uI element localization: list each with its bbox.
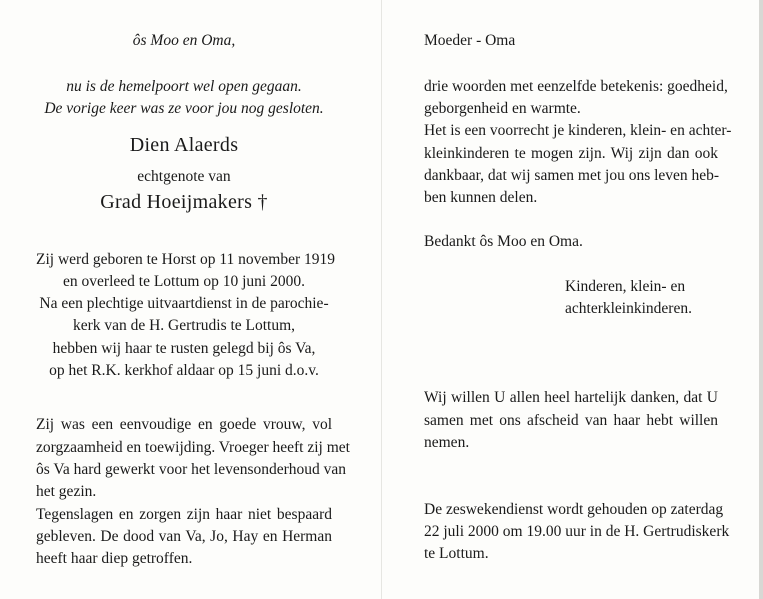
character-line: heeft haar diep getroffen. bbox=[36, 550, 193, 567]
paragraph-line: ben kunnen delen. bbox=[424, 189, 538, 206]
thanks-line: Bedankt ôs Moo en Oma. bbox=[424, 233, 583, 250]
service-line: 22 juli 2000 om 19.00 uur in de H. Gertrudiskerk bbox=[424, 523, 730, 540]
paragraph-line: drie woorden met eenzelfde betekenis: goedheid, bbox=[424, 78, 728, 95]
service-line: De zeswekendienst wordt gehouden op zaterdag bbox=[424, 501, 724, 518]
gratitude-line: nemen. bbox=[424, 434, 470, 451]
paragraph-line: dankbaar, dat wij samen met jou ons leven heb- bbox=[424, 167, 720, 184]
character-line: gebleven. De dood van Va, Jo, Hay en Herman bbox=[36, 528, 332, 545]
paragraph-line: kleinkinderen te mogen zijn. Wij zijn dan ook bbox=[424, 145, 718, 162]
signature-line: Kinderen, klein- en bbox=[565, 278, 686, 295]
spouse-line bbox=[36, 190, 332, 214]
paragraph-line: geborgenheid en warmte. bbox=[424, 100, 581, 117]
biography-line: en overleed te Lottum op 10 juni 2000. bbox=[63, 273, 305, 290]
character-line: Zij was een eenvoudige en goede vrouw, vol bbox=[36, 416, 332, 433]
biography-line: op het R.K. kerkhof aldaar op 15 juni d.o.v. bbox=[49, 362, 319, 379]
right-heading: Moeder - Oma bbox=[424, 32, 516, 49]
biography-line: kerk van de H. Gertrudis te Lottum, bbox=[72, 317, 296, 334]
deceased-name: Dien Alaerds bbox=[129, 134, 239, 156]
biography-line: hebben wij haar te rusten gelegd bij ôs Va, bbox=[52, 340, 316, 357]
biography-line: Na een plechtige uitvaartdienst in de parochie- bbox=[39, 295, 329, 312]
salutation: ôs Moo en Oma, bbox=[132, 32, 236, 49]
paragraph-line: Het is een voorrecht je kinderen, klein- en achter- bbox=[424, 122, 732, 139]
spouse-label: echtgenote van bbox=[137, 168, 231, 185]
cross-icon: † bbox=[257, 191, 268, 213]
poem-line: nu is de hemelpoort wel open gegaan. bbox=[66, 78, 302, 95]
left-page bbox=[36, 0, 350, 599]
character-line: Tegenslagen en zorgen zijn haar niet bespaard bbox=[36, 506, 332, 523]
biography-line: Zij werd geboren te Horst op 11 november 1919 bbox=[36, 251, 336, 268]
gratitude-line: Wij willen U allen heel hartelijk danken, dat U bbox=[424, 389, 718, 406]
character-line: zorgzaamheid en toewijding. Vroeger heeft zij met bbox=[36, 439, 350, 456]
signature-line: achterkleinkinderen. bbox=[565, 300, 692, 317]
card-edge bbox=[759, 0, 763, 599]
service-line: te Lottum. bbox=[424, 545, 489, 562]
character-line: het gezin. bbox=[36, 483, 97, 500]
spouse-name: Grad Hoeijmakers bbox=[100, 191, 253, 213]
card-fold-line bbox=[381, 0, 382, 599]
poem-line: De vorige keer was ze voor jou nog gesloten. bbox=[44, 100, 324, 117]
right-page bbox=[424, 0, 732, 599]
gratitude-line: samen met ons afscheid van haar hebt willen bbox=[424, 412, 718, 429]
character-line: ôs Va hard gewerkt voor het levensonderhoud van bbox=[36, 461, 347, 478]
